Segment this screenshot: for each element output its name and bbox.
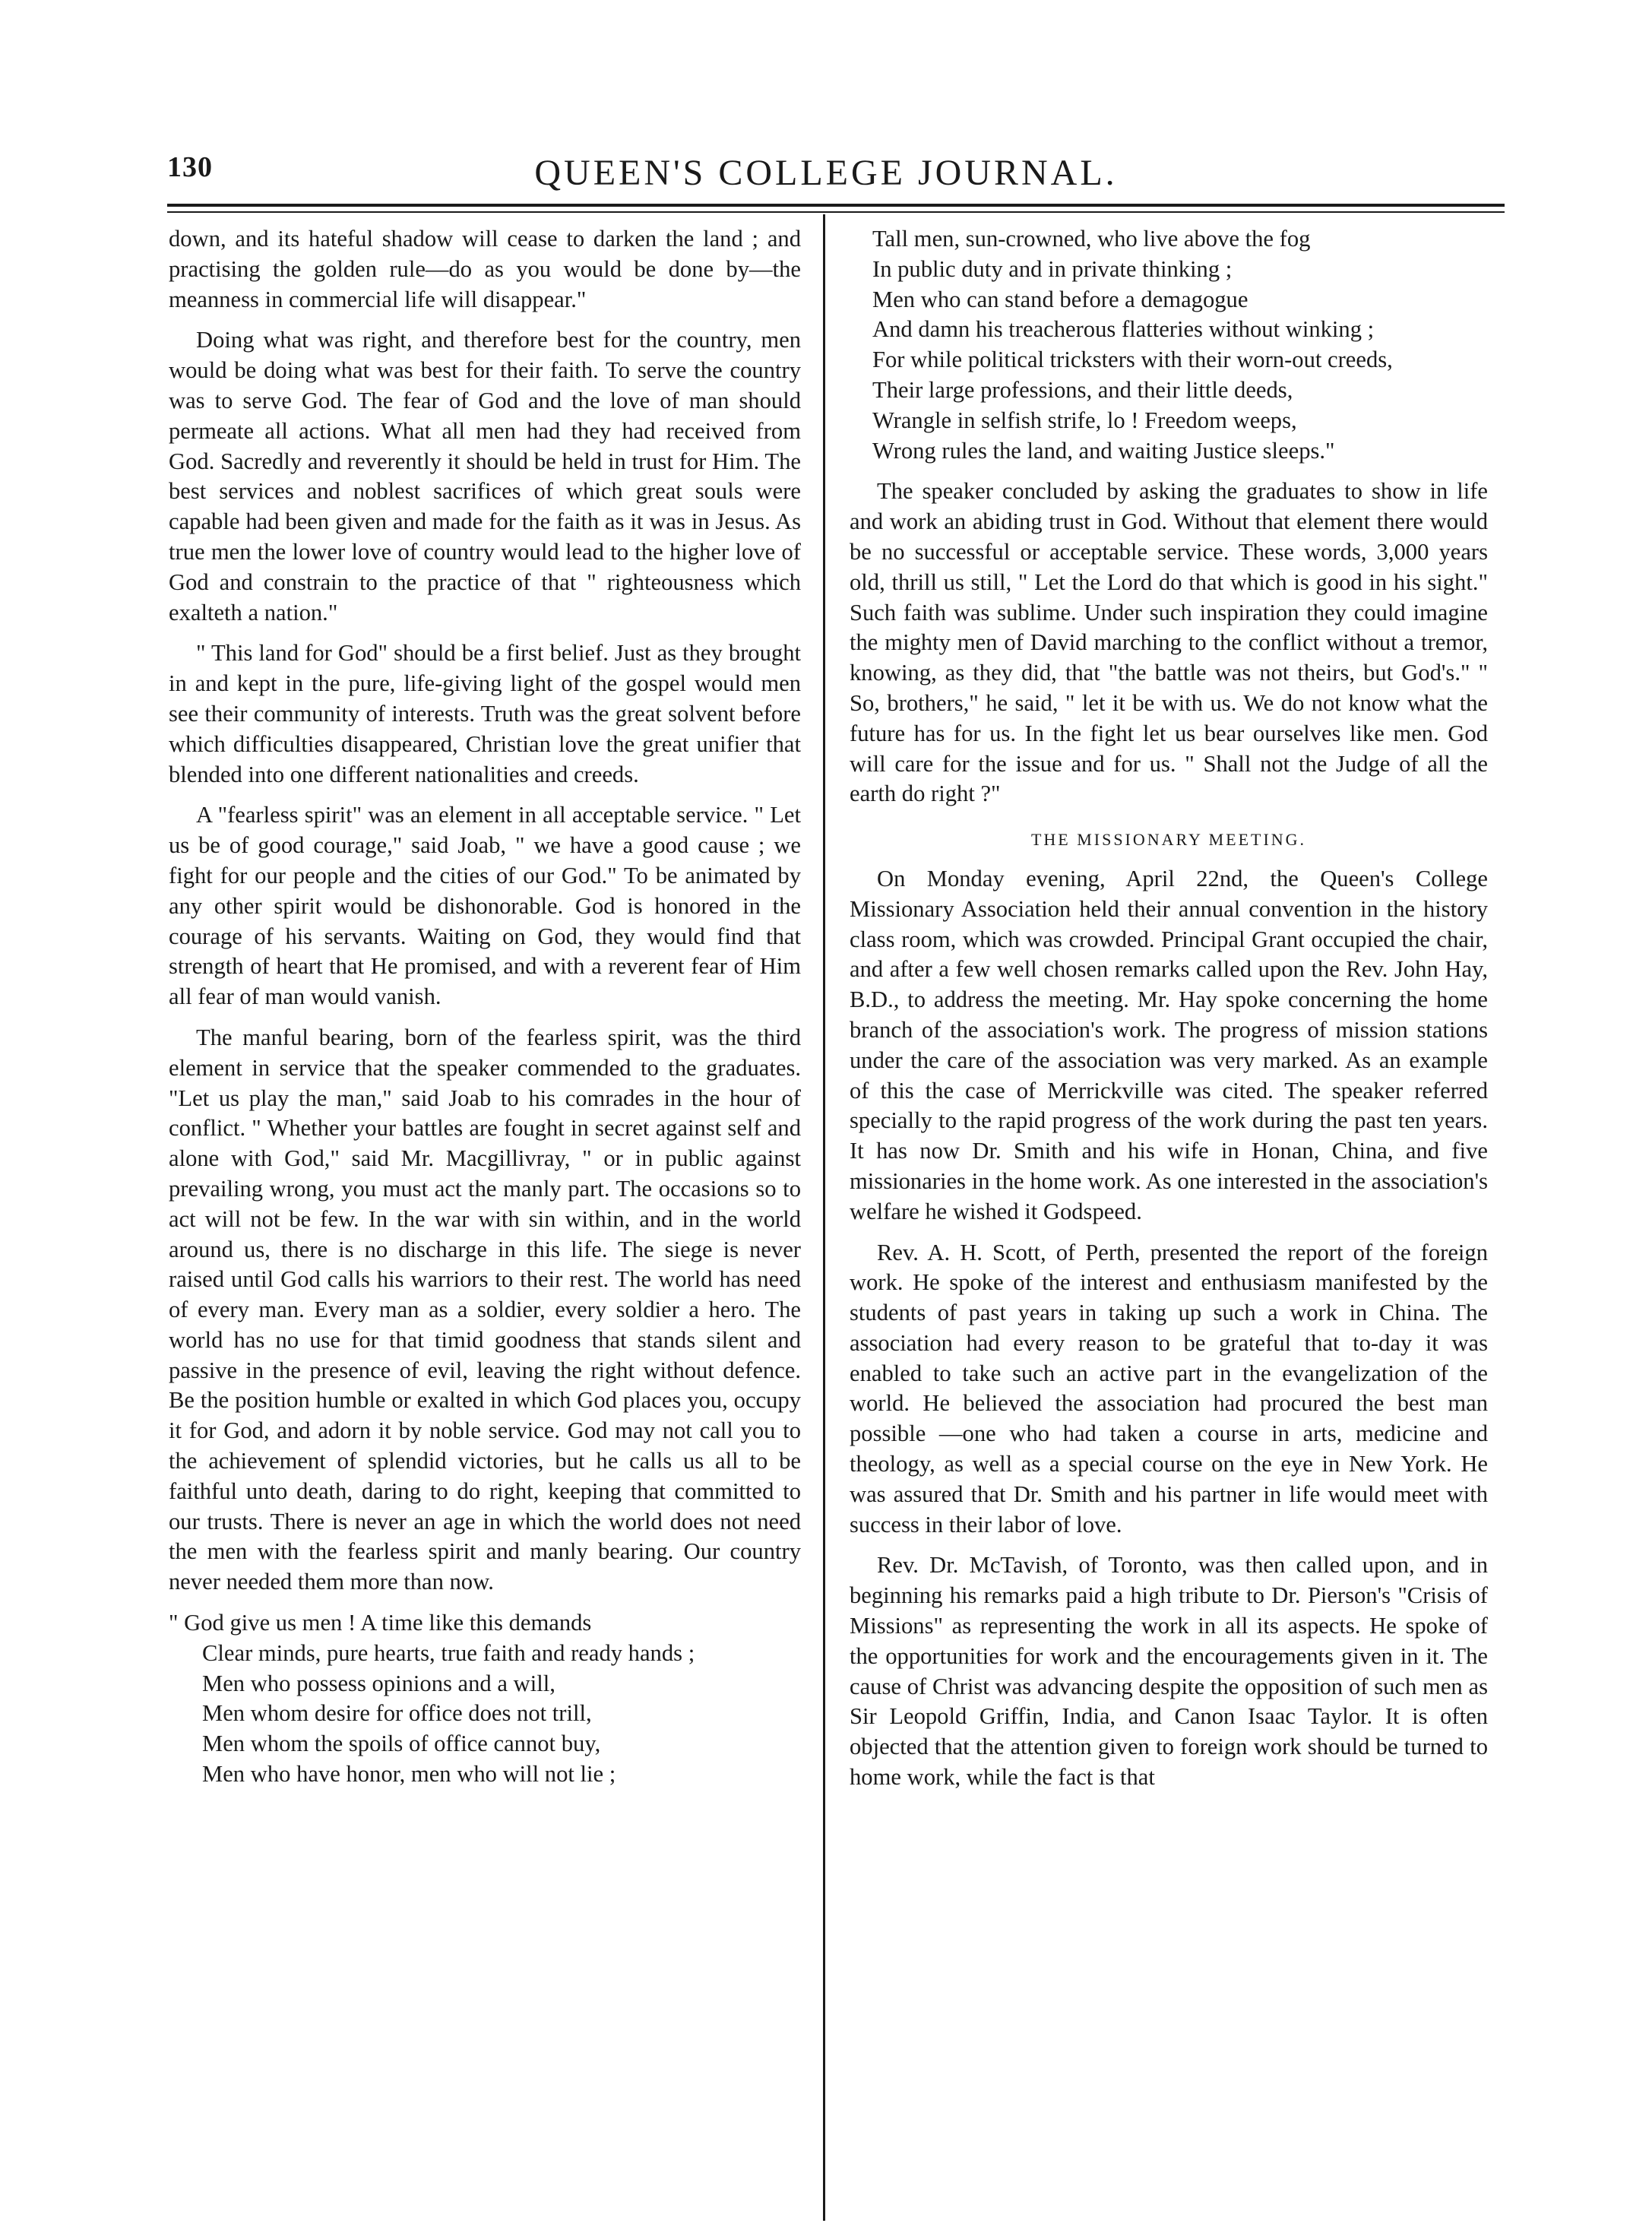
header-rule-thick xyxy=(167,204,1505,207)
poem-quote xyxy=(169,1608,801,1790)
page-number: 130 xyxy=(167,151,213,183)
left-column xyxy=(169,224,801,1800)
poem-line: For while political tricksters with their worn-out creeds, xyxy=(872,347,1393,373)
header-rule-thin xyxy=(167,211,1505,213)
poem-line: Men who have honor, men who will not lie ; xyxy=(202,1761,616,1788)
page-header xyxy=(0,129,1652,198)
paragraph: The speaker concluded by asking the graduates to show in life and work an abiding trust in God. Without that element there would be no successful or acceptable service. These words, 3,000 years old, thrill us still, " Let the Lord do that which is good in his sight." Such faith was sublime. Under such inspiration they could imagine the mighty men of David marching to the conflict without a tremor, knowing, as they did, that "the battle was not theirs, but God's." " So, brothers," he said, " let it be with us. We do not know what the future has for us. In the fight let us bear ourselves like men. God will care for the issue and for us. " Shall not the Judge of all the earth do right ?" xyxy=(850,478,1488,807)
poem-line: Wrangle in selfish strife, lo ! Freedom weeps, xyxy=(872,407,1297,433)
poem-line: Their large professions, and their little deeds, xyxy=(872,376,1293,403)
poem-line: Tall men, sun-crowned, who live above the fog xyxy=(872,226,1311,252)
section-heading: THE MISSIONARY MEETING. xyxy=(1030,830,1307,850)
paragraph-continued: down, and its hateful shadow will cease to darken the land ; and practising the golden rule—do as you would be done by—the meanness in commercial life will disappear." xyxy=(169,226,801,312)
paragraph: A "fearless spirit" was an element in all acceptable service. " Let us be of good courage," said Joab, " we have a good cause ; we fight for our people and the cities of our God." To be animated by any other spirit would be dishonorable. God is honored in the courage of his servants. Waiting on God, they would find that strength of heart that He promised, and with a reverent fear of Him all fear of man would vanish. xyxy=(169,802,801,1010)
poem-line: Men whom the spoils of office cannot buy, xyxy=(202,1731,601,1757)
paragraph: " This land for God" should be a first belief. Just as they brought in and kept in the pure, life-giving light of the gospel would men see their community of interests. Truth was the great solvent before which difficulties disappeared, Christian love the great unifier that blended into one different nationalities and creeds. xyxy=(169,640,801,787)
paragraph: On Monday evening, April 22nd, the Queen's College Missionary Association held their annual convention in the history class room, which was crowded. Principal Grant occupied the chair, and after a few well chosen remarks called upon the Rev. John Hay, B.D., to address the meeting. Mr. Hay spoke concerning the home branch of the association's work. The progress of mission stations under the care of the association was very marked. As an example of this the case of Merrickville was cited. The speaker referred specially to the rapid progress of the work during the past ten years. It has now Dr. Smith and his wife in Honan, China, and five missionaries in the home work. As one interested in the association's welfare he wished it Godspeed. xyxy=(850,865,1488,1224)
paragraph: Rev. Dr. McTavish, of Toronto, was then called upon, and in beginning his remarks paid a high tribute to Dr. Pierson's "Crisis of Missions" as representing the work in all its aspects. He spoke of the opportunities for work and the encouragements given in it. The cause of Christ was advancing despite the opposition of such men as Sir Leopold Griffin, India, and Canon Isaac Taylor. It is often objected that the attention given to foreign work should be turned to home work, while the fact is that xyxy=(850,1552,1488,1791)
poem-line: In public duty and in private thinking ; xyxy=(872,255,1233,282)
poem-quote-continued xyxy=(850,224,1488,466)
poem-line: Men who can stand before a demagogue xyxy=(872,286,1248,312)
poem-line: And damn his treacherous flatteries without winking ; xyxy=(872,316,1375,343)
column-divider xyxy=(823,214,825,2221)
paragraph: Rev. A. H. Scott, of Perth, presented the report of the foreign work. He spoke of the interest and enthusiasm manifested by the students of past years in taking up such a work in China. The association had every reason to be grateful that to-day it was enabled to take such an active part in the evangelization of the world. He believed the association had procured the best man possible —one who had taken a course in arts, medicine and theology, as well as a special course on the eye in New York. He was assured that Dr. Smith and his partner in life would meet with success in their labor of love. xyxy=(850,1239,1488,1538)
poem-line: Men whom desire for office does not trill, xyxy=(202,1700,592,1727)
journal-title: QUEEN'S COLLEGE JOURNAL. xyxy=(534,153,1118,193)
paragraph: The manful bearing, born of the fearless spirit, was the third element in service that the speaker commended to the graduates. "Let us play the man," said Joab to his comrades in the hour of conflict. " Whether your battles are fought in secret against self and alone with God," said Mr. Macgillivray, " or in public against prevailing wrong, you must act the manly part. The occasions so to act will not be few. In the war with sin within, and in the world around us, there is no discharge in this life. The siege is never raised until God calls his warriors to their rest. The world has need of every man. Every man as a soldier, every soldier a hero. The world has no use for that timid goodness that stands silent and passive in the presence of evil, leaving the right without defence. Be the position humble or exalted in which God places you, occupy it for God, and adorn it by noble service. God may not call you to the achievement of splendid victories, but he calls us all to be faithful unto death, daring to do right, keeping that committed to our trusts. There is never an age in which the world does not need the men with the fearless spirit and manly bearing. Our country never needed them more than now. xyxy=(169,1024,801,1595)
poem-line: Clear minds, pure hearts, true faith and ready hands ; xyxy=(202,1639,695,1666)
right-column xyxy=(850,224,1488,1804)
poem-line: Wrong rules the land, and waiting Justice sleeps." xyxy=(872,437,1335,464)
poem-line: Men who possess opinions and a will, xyxy=(202,1670,555,1696)
paragraph: Doing what was right, and therefore best for the country, men would be doing what was best for their faith. To serve the country was to serve God. The fear of God and the love of man should permeate all actions. What all men had they had received from God. Sacredly and reverently it should be held in trust for Him. The best services and noblest sacrifices of which great souls were capable had been given and made for the faith as it was in Jesus. As true men the lower love of country would lead to the higher love of God and constrain to the practice of that " righteousness which exalteth a nation." xyxy=(169,327,801,625)
poem-line: " God give us men ! A time like this demands xyxy=(169,1610,592,1636)
